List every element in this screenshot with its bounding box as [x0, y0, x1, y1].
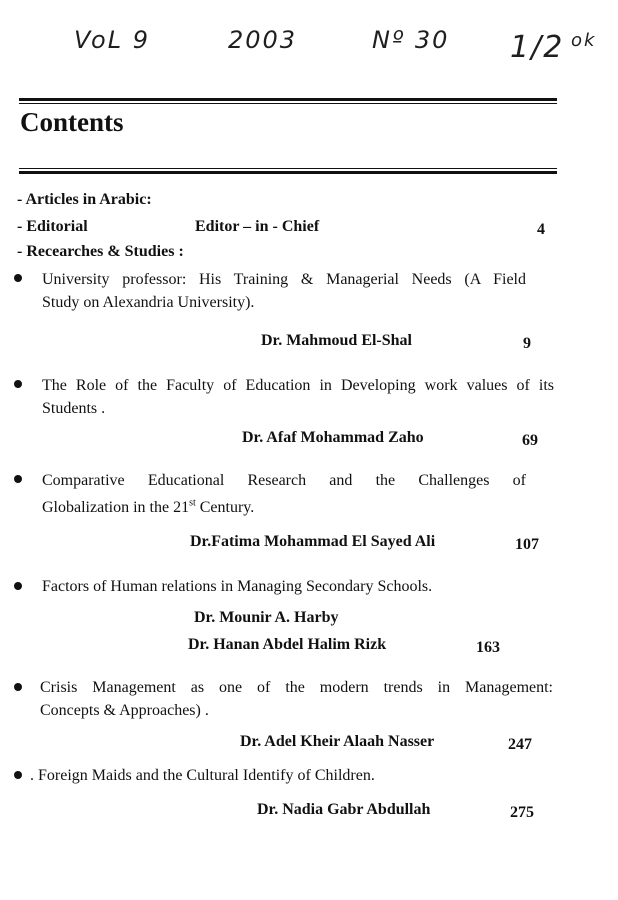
bullet-icon	[14, 582, 22, 590]
section-editorial: - Editorial	[17, 218, 88, 235]
entry-page: 275	[510, 804, 534, 821]
entry-page: 163	[476, 639, 500, 656]
editorial-page: 4	[537, 221, 545, 238]
entry-title: Crisis Management as one of the modern trends in Management: Concepts & Approaches) .	[40, 679, 553, 719]
page-title: Contents	[20, 107, 124, 137]
section-articles-in-arabic: - Articles in Arabic:	[17, 191, 152, 208]
entry-title: . Foreign Maids and the Cultural Identify of Children.	[30, 767, 375, 784]
section-researches: - Recearches & Studies :	[17, 243, 184, 260]
entry-page: 69	[522, 432, 538, 449]
handwritten-issue-number: Nº 30	[372, 26, 450, 54]
top-rule-thin	[19, 103, 557, 104]
handwritten-volume: VoL 9	[74, 26, 150, 54]
entry-author: Dr. Mounir A. Harby	[194, 609, 339, 626]
entry-page: 107	[515, 536, 539, 553]
handwritten-fraction: 1/2	[510, 30, 565, 65]
bullet-icon	[14, 274, 22, 282]
mid-rule-thin	[19, 168, 557, 169]
entry-page: 9	[523, 335, 531, 352]
entry-title: University professor: His Training & Managerial Needs (A Field Study on Alexandria University).	[42, 271, 526, 311]
entry-title: The Role of the Faculty of Education in Developing work values of its Students .	[42, 377, 554, 417]
bullet-icon	[14, 475, 22, 483]
mid-rule-thick	[19, 171, 557, 174]
bullet-icon	[14, 771, 22, 779]
top-rule-thick	[19, 98, 557, 101]
handwritten-year: 2003	[228, 26, 298, 54]
bullet-icon	[14, 683, 22, 691]
editorial-author: Editor – in - Chief	[195, 218, 320, 235]
entry-author: Dr. Adel Kheir Alaah Nasser	[240, 733, 435, 750]
entry-title: Factors of Human relations in Managing Secondary Schools.	[42, 578, 433, 595]
bullet-icon	[14, 380, 22, 388]
entry-author: Dr. Hanan Abdel Halim Rizk	[188, 636, 387, 653]
entry-page: 247	[508, 736, 532, 753]
entry-author: Dr.Fatima Mohammad El Sayed Ali	[190, 533, 436, 550]
entry-author: Dr. Afaf Mohammad Zaho	[242, 429, 424, 446]
entry-title: Comparative Educational Research and the Challenges of Globalization in the 21st Century.	[42, 472, 526, 517]
handwritten-ok: ok	[571, 30, 597, 51]
entry-author: Dr. Nadia Gabr Abdullah	[257, 801, 431, 818]
entry-author: Dr. Mahmoud El-Shal	[261, 332, 412, 349]
